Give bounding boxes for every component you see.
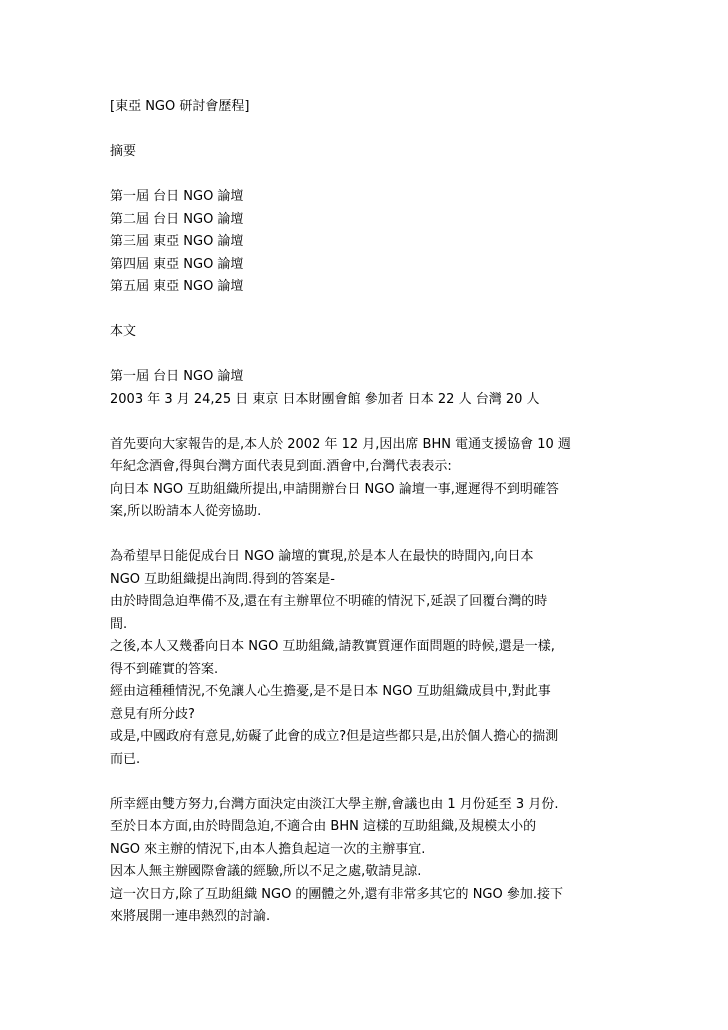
paragraph-line: 年紀念酒會,得與台灣方面代表見到面.酒會中,台灣代表表示: <box>110 459 452 474</box>
paragraph-line: 經由這種種情況,不免讓人心生擔憂,是不是日本 NGO 互助組織成員中,對此事 <box>110 684 551 699</box>
paragraph-line: 因本人無主辦國際會議的經驗,所以不足之處,敬請見諒. <box>110 864 422 879</box>
spacer <box>110 411 630 434</box>
paragraph-line: 所幸經由雙方努力,台灣方面決定由淡江大學主辦,會議也由 1 月份延至 3 月份. <box>110 796 559 812</box>
spacer <box>110 119 630 142</box>
spacer <box>110 299 630 322</box>
spacer <box>110 344 630 367</box>
toc-item: 第二屆 台日 NGO 論壇 <box>110 211 244 227</box>
toc-item: 第四屆 東亞 NGO 論壇 <box>110 256 244 272</box>
toc-item: 第一屆 台日 NGO 論壇 <box>110 189 244 204</box>
paragraph-line: 為希望早日能促成台日 NGO 論壇的實現,於是本人在最快的時間內,向日本 <box>110 549 534 564</box>
paragraph-line: 而已. <box>110 751 141 767</box>
toc-item: 第三屆 東亞 NGO 論壇 <box>110 234 244 249</box>
paragraph-line: 這一次日方,除了互助組織 NGO 的團體之外,還有非常多其它的 NGO 參加.接下 <box>110 886 563 902</box>
paragraph-2 <box>110 546 630 771</box>
spacer <box>110 524 630 547</box>
paragraph-line: 或是,中國政府有意見,妨礙了此會的成立?但是這些都只是,出於個人擔心的揣測 <box>110 729 559 744</box>
spacer <box>110 771 630 794</box>
document-title: [東亞 NGO 研討會歷程] <box>110 99 250 114</box>
paragraph-line: 間. <box>110 616 128 632</box>
section-heading: 第一屆 台日 NGO 論壇 <box>110 369 244 384</box>
paragraph-line: 之後,本人又幾番向日本 NGO 互助組織,請教實質運作面問題的時候,還是一樣, <box>110 639 555 654</box>
abstract-heading: 摘要 <box>110 144 137 159</box>
spacer <box>110 164 630 187</box>
paragraph-line: 由於時間急迫準備不及,還在有主辦單位不明確的情況下,延誤了回覆台灣的時 <box>110 594 548 609</box>
paragraph-line: 至於日本方面,由於時間急迫,不適合由 BHN 這樣的互助組織,及規模太小的 <box>110 819 537 834</box>
paragraph-line: 向日本 NGO 互助組織所提出,申請開辦台日 NGO 論壇一事,遲遲得不到明確答 <box>110 481 559 497</box>
paragraph-line: NGO 互助組織提出詢問.得到的答案是- <box>110 571 335 587</box>
paragraph-line: 案,所以盼請本人從旁協助. <box>110 504 262 519</box>
section-info: 2003 年 3 月 24,25 日 東京 日本財團會館 參加者 日本 22 人 台灣 20 人 <box>110 391 540 407</box>
paragraph-line: 來將展開一連串熱烈的討論. <box>110 909 271 924</box>
toc-item: 第五屆 東亞 NGO 論壇 <box>110 279 244 294</box>
paragraph-line: 得不到確實的答案. <box>110 661 219 677</box>
document-page <box>110 96 630 929</box>
toc-list <box>110 186 630 299</box>
body-heading: 本文 <box>110 324 137 339</box>
paragraph-1 <box>110 434 630 524</box>
paragraph-line: NGO 來主辦的情況下,由本人擔負起這一次的主辦事宜. <box>110 841 426 857</box>
paragraph-line: 意見有所分歧? <box>110 706 195 722</box>
paragraph-3 <box>110 794 630 929</box>
paragraph-line: 首先要向大家報告的是,本人於 2002 年 12 月,因出席 BHN 電通支援協會 10 週 <box>110 436 571 452</box>
